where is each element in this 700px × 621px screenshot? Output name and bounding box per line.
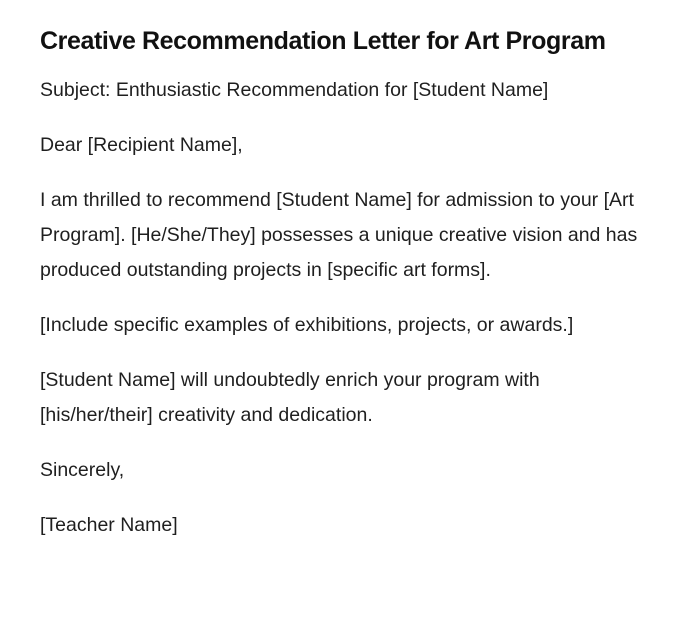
body-paragraph-intro: I am thrilled to recommend [Student Name] for admission to your [Art Program]. [He/She/They] possesses a unique creative vision and has produced outstanding projects in [specific art forms]. <box>40 189 638 281</box>
letter-document <box>40 24 650 563</box>
signature: [Teacher Name] <box>40 514 178 536</box>
body-paragraph-conclusion: [Student Name] will undoubtedly enrich your program with [his/her/their] creativity and dedication. <box>40 369 540 426</box>
body-paragraph-examples: [Include specific examples of exhibitions, projects, or awards.] <box>40 314 574 336</box>
subject-line: Subject: Enthusiastic Recommendation for [Student Name] <box>40 79 549 101</box>
closing: Sincerely, <box>40 459 125 481</box>
salutation: Dear [Recipient Name], <box>40 134 243 156</box>
document-title: Creative Recommendation Letter for Art Program <box>40 27 606 55</box>
